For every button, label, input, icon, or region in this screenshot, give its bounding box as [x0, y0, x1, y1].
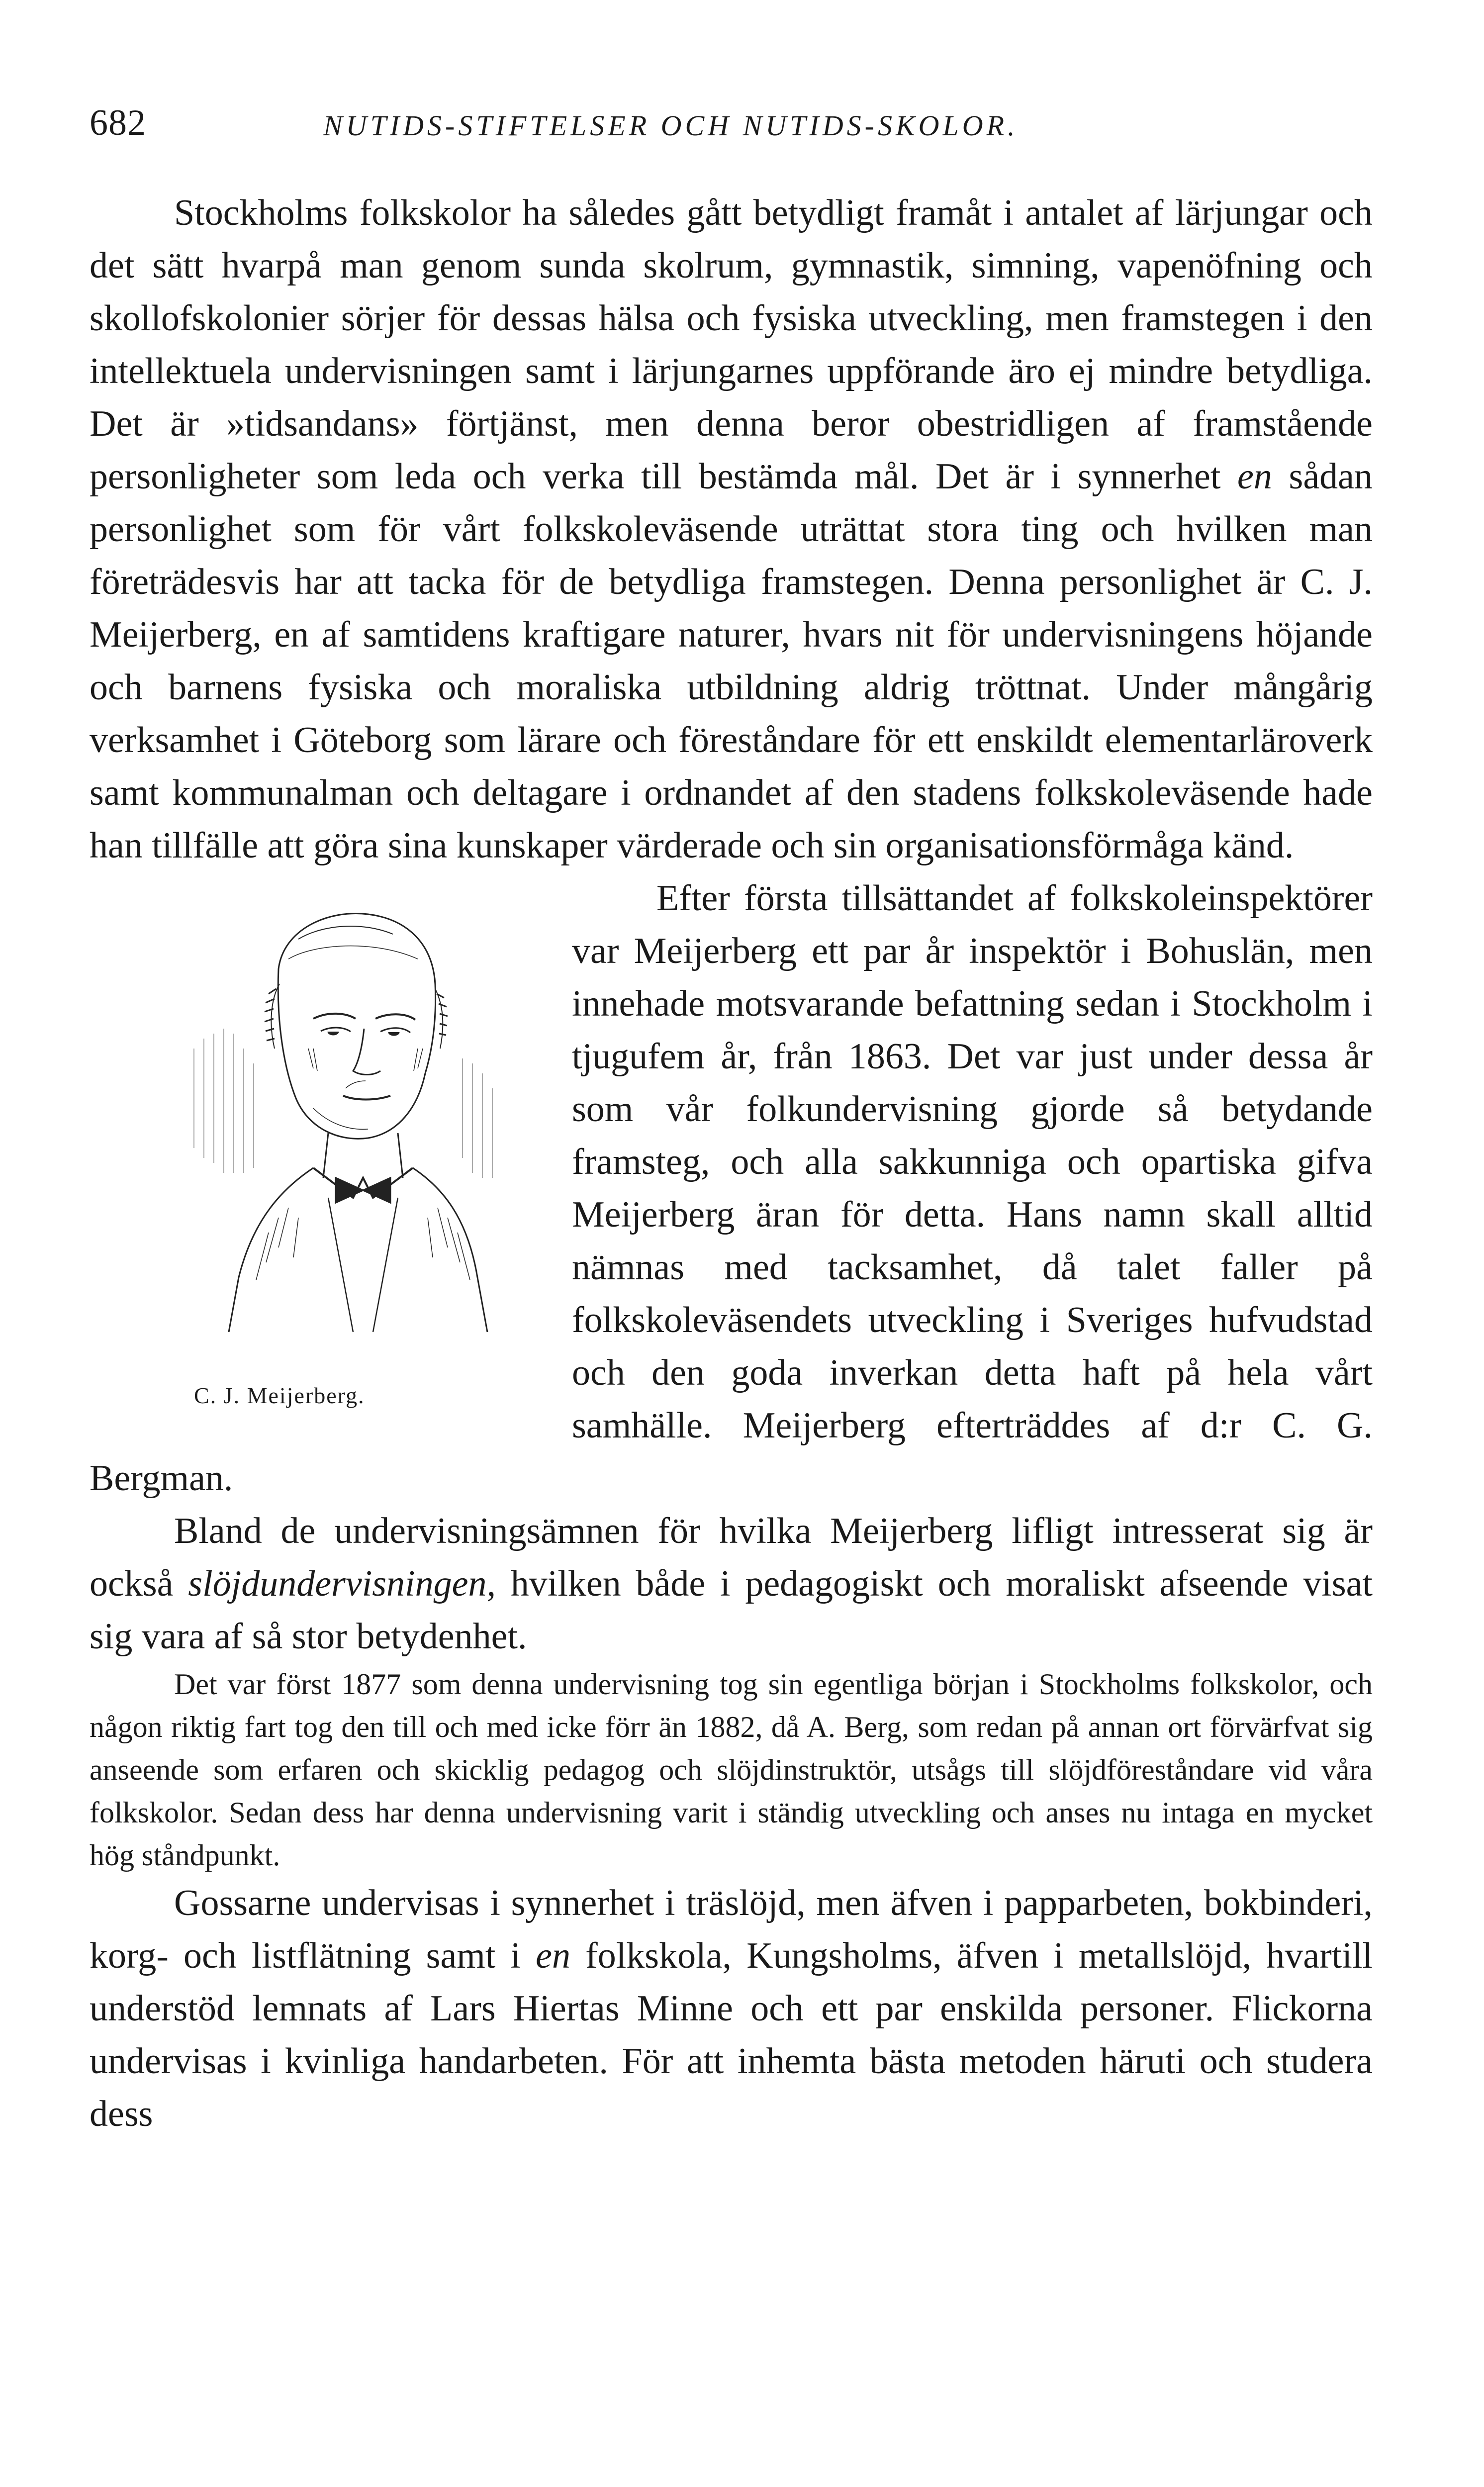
paragraph-3 [90, 1505, 1373, 1663]
paragraph-1 [90, 187, 1373, 872]
paragraph-1-text: Stockholms folkskolor ha således gått betydligt framåt i antalet af lärjungar och det sätt hvarpå man genom sunda skolrum, gymnastik, simning, vapenöfning och skollofskolonier sörjer för dessas hälsa och fysiska utveckling, men framstegen i den intellektuela undervisningen samt i lärjungarnes uppförande äro ej mindre betydliga. Det är »tidsandans» förtjänst, men denna beror obestridligen af framstående personligheter som leda och verka till bestämda mål. Det är i synnerhet [90, 192, 1373, 497]
small-print-paragraph: Det var först 1877 som denna undervisning tog sin egentliga början i Stockholms folkskolor, och någon riktig fart tog den till och med icke förr än 1882, då A. Berg, som redan på annan ort förvärfvat sig anseende som erfaren och skicklig pedagog och slöjdinstruktör, utsågs till slöjdföreståndare vid våra folkskolor. Sedan dess har denna undervisning varit i ständig utveckling och anses nu intaga en mycket hög ståndpunkt. [90, 1668, 1373, 1872]
portrait-caption: C. J. Meijerberg. [194, 1383, 365, 1408]
paragraph-4-continuation: folkskola, Kungsholms, äfven i metallslöjd, hvartill understöd lemnats af Lars Hiertas Minne och ett par enskilda personer. Flickorna undervisas i kvinliga handarbeten. För att inhemta bästa metoden häruti och studera dess [90, 1935, 1373, 2134]
paragraph-1-continuation: sådan personlighet som för vårt folkskoleväsende uträttat stora ting och hvilken man företrädesvis har att tacka för de betydliga framstegen. Denna personlighet är C. J. Meijerberg, en af samtidens kraftigare naturer, hvars nit för undervisningens höjande och barnens fysiska och moraliska utbildning aldrig tröttnat. Under mångårig verksamhet i Göteborg som lärare och föreståndare för ett enskildt elementarläroverk samt kommunalman och deltagare i ordnandet af den stadens folkskoleväsende hade han tillfälle att göra sina kunskaper värderade och sin organisationsförmåga känd. [90, 456, 1373, 866]
paragraph-3-emphasis: slöjdundervisningen, [188, 1563, 496, 1604]
portrait-figure [90, 889, 542, 1427]
paragraph-4-text: Gossarne undervisas i synnerhet i träslöjd, men äfven i papparbeten, bokbinderi, korg- och listflätning samt i [90, 1883, 1373, 1976]
paragraph-2: Efter första tillsättandet af folkskoleinspektörer var Meijerberg ett par år inspektör i Bohuslän, men innehade motsvarande befattning sedan i Stockholm i tjugufem år, från 1863. Det var just under dessa år som vår folkundervisning gjorde så betydande framsteg, och alla sakkunniga och opartiska gifva Meijerberg äran för detta. Hans namn skall alltid nämnas med tacksamhet, då talet faller på folkskoleväsendets utveckling i Sveriges hufvudstad och den goda inverkan detta haft på hela vårt samhälle. Meijerberg efterträddes af d:r C. G. Bergman. [90, 878, 1373, 1499]
paragraph-4-emphasis: en [536, 1935, 571, 1976]
body-text [90, 187, 1373, 2140]
page-header [90, 102, 1373, 147]
portrait-engraving [164, 899, 512, 1332]
paragraph-1-emphasis: en [1237, 456, 1272, 497]
paragraph-3-continuation: hvilken både i pedagogiskt och moraliskt afseende visat sig vara af så stor betydenhet. [90, 1563, 1373, 1657]
running-head: NUTIDS-STIFTELSER OCH NUTIDS-SKOLOR. [323, 109, 1019, 142]
paragraph-3-text: Bland de undervisningsämnen för hvilka Meijerberg lifligt intresserat sig är också [90, 1511, 1373, 1604]
paragraph-4 [90, 1877, 1373, 2140]
page-number: 682 [90, 102, 146, 143]
